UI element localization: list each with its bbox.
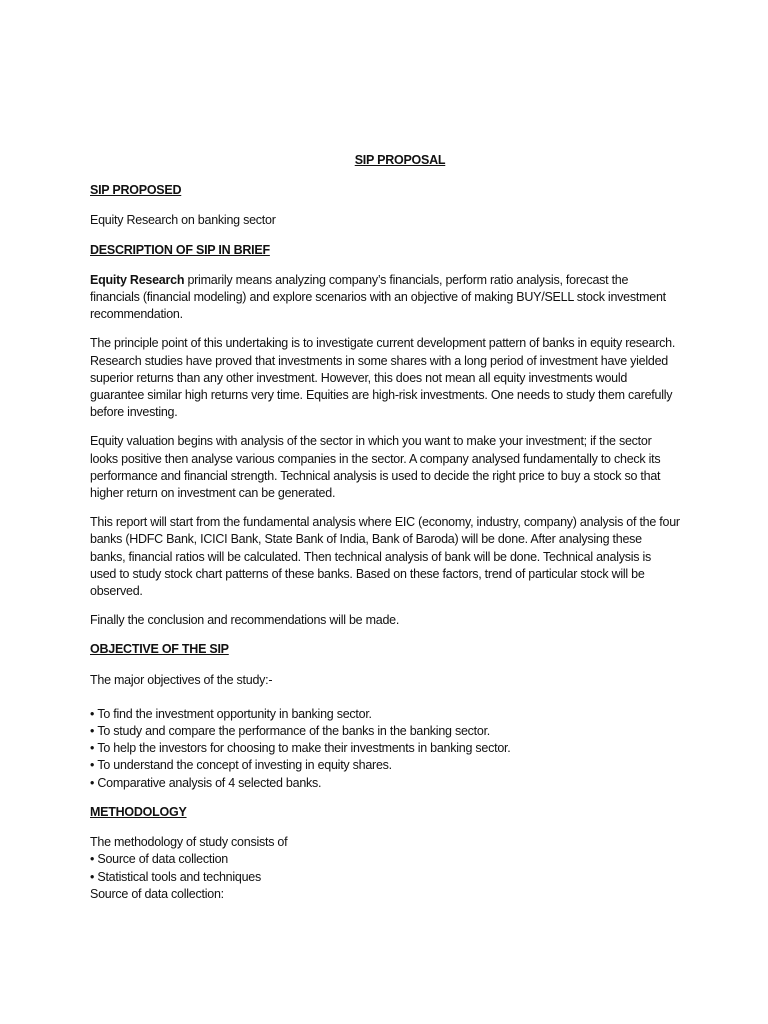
section-heading-methodology: METHODOLOGY: [90, 804, 187, 819]
document-body: [90, 152, 680, 903]
list-item: • To find the investment opportunity in banking sector.: [90, 706, 680, 723]
section-heading-sip-proposed: SIP PROPOSED: [90, 183, 182, 198]
list-item: • Statistical tools and techniques: [90, 869, 680, 886]
objective-intro: The major objectives of the study:-: [90, 672, 273, 687]
methodology-list: [90, 851, 680, 885]
description-paragraph-4: This report will start from the fundamental analysis where EIC (economy, industry, company) analysis of the four banks (HDFC Bank, ICICI Bank, State Bank of India, Bank of Baroda) will be done. After analysing these banks, financial ratios will be calculated. Then technical analysis of bank will be done. Technical analysis is used to study stock chart patterns of these banks. Based on these factors, trend of particular stock will be observed.: [90, 515, 680, 599]
list-item: • To understand the concept of investing in equity shares.: [90, 757, 680, 774]
section-heading-objective: OBJECTIVE OF THE SIP: [90, 642, 229, 657]
description-paragraph-1-text: primarily means analyzing company’s financials, perform ratio analysis, forecast the financials (financial modeling) and explore scenarios with an objective of making BUY/SELL stock investment recommendation.: [90, 272, 666, 322]
description-paragraph-1: [90, 272, 680, 324]
objective-list: [90, 706, 680, 792]
list-item: • To study and compare the performance of the banks in the banking sector.: [90, 723, 680, 740]
list-item: • Source of data collection: [90, 851, 680, 868]
list-item: • Comparative analysis of 4 selected banks.: [90, 775, 680, 792]
list-item: • To help the investors for choosing to make their investments in banking sector.: [90, 740, 680, 757]
description-paragraph-3: Equity valuation begins with analysis of the sector in which you want to make your investment; if the sector looks positive then analyse various companies in the sector. A company analysed fundamentally to check its performance and financial strength. Technical analysis is used to decide the right price to buy a stock so that higher return on investment can be generated.: [90, 434, 661, 501]
methodology-intro: The methodology of study consists of: [90, 835, 288, 850]
document-title: SIP PROPOSAL: [354, 153, 446, 167]
description-paragraph-5: Finally the conclusion and recommendations will be made.: [90, 613, 400, 628]
methodology-trailing-text: Source of data collection:: [90, 886, 224, 901]
section-heading-description: DESCRIPTION OF SIP IN BRIEF: [90, 242, 270, 257]
sip-proposed-text: Equity Research on banking sector: [90, 213, 276, 228]
description-paragraph-2: The principle point of this undertaking is to investigate current development pattern of banks in equity research. Research studies have proved that investments in some shares with a long period of investment have yielded superior returns than any other investment. However, this does not mean all equity investments would guarantee similar high returns very time. Equities are high-risk investments. One needs to study them carefully before investing.: [90, 336, 676, 420]
description-lead-term: Equity Research: [90, 272, 185, 287]
